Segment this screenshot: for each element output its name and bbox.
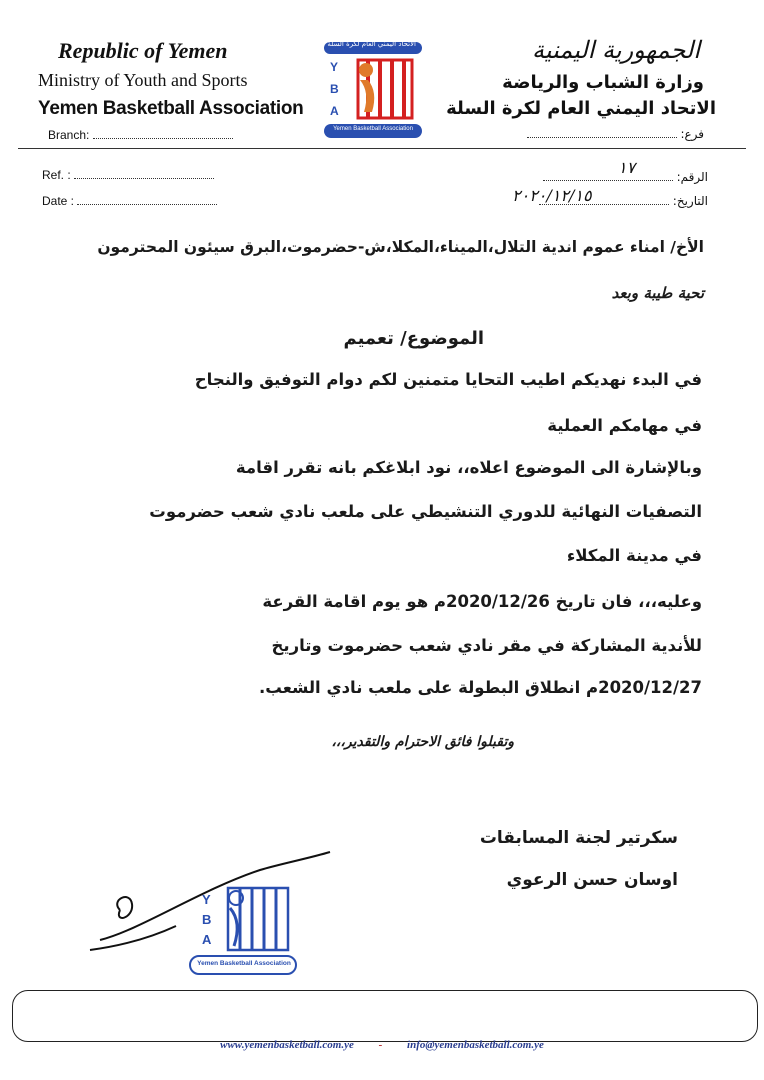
footer-box — [12, 990, 758, 1042]
logo-letter-y: Y — [330, 60, 339, 74]
header-divider — [18, 148, 746, 149]
association-logo — [320, 40, 426, 142]
branch-dotted-line-ar — [527, 128, 677, 138]
signatory-name: اوسان حسن الرعوي — [506, 870, 678, 890]
header-association-en: Yemen Basketball Association — [38, 98, 304, 119]
svg-text:B: B — [202, 912, 212, 927]
paragraph-line: في مدينة المكلاء — [566, 546, 702, 565]
date-label-ar: التاريخ: — [672, 194, 708, 208]
paragraph-line: وبالإشارة الى الموضوع اعلاه،، نود ابلاغكم بانه تقرر اقامة — [235, 458, 702, 477]
paragraph-line: في مهامكم العملية — [547, 416, 702, 435]
footer-separator: - — [378, 1039, 383, 1051]
logo-bottom-text: Yemen Basketball Association — [333, 126, 413, 132]
svg-text:Y: Y — [202, 892, 211, 907]
ref-label-ar: الرقم: — [676, 170, 708, 184]
letter-addressee: الأخ/ امناء عموم اندية التلال،الميناء،المكلا،ش-حضرموت،البرق سيئون المحترمون — [97, 238, 704, 256]
ref-dotted-line-ar — [543, 171, 673, 181]
paragraph-line: في البدء نهديكم اطيب التحايا متمنين لكم دوام التوفيق والنجاح — [194, 370, 702, 389]
association-stamp — [188, 880, 298, 980]
branch-field-en — [48, 128, 233, 142]
paragraph-line: 2020/12/27م انطلاق البطولة على ملعب نادي الشعب. — [259, 678, 702, 697]
logo-top-text: الاتحاد اليمني العام لكرة السلة — [327, 40, 416, 48]
ref-label-en: Ref. : — [42, 168, 71, 182]
footer-contact — [0, 1039, 764, 1051]
header-country-ar: الجمهورية اليمنية — [531, 36, 700, 64]
date-label-en: Date : — [42, 194, 75, 208]
letter-subject: الموضوع/ تعميم — [343, 328, 484, 349]
paragraph-line: للأندية المشاركة في مقر نادي شعب حضرموت وتاريخ — [271, 636, 702, 655]
date-field-en — [42, 194, 217, 208]
date-handwritten-value: ٢٠٢٠/١٢/١٥ — [512, 186, 592, 205]
letter-closing: وتقبلوا فائق الاحترام والتقدير،،، — [331, 734, 514, 750]
date-dotted-line-en — [77, 195, 217, 205]
header-ministry-en: Ministry of Youth and Sports — [38, 70, 248, 90]
ref-dotted-line-en — [74, 169, 214, 179]
ref-handwritten-value: ١٧ — [618, 158, 636, 177]
footer-website-link[interactable]: www.yemenbasketball.com.ye — [220, 1039, 354, 1051]
branch-dotted-line-en — [93, 129, 233, 139]
stamp-text: Yemen Basketball Association — [197, 960, 291, 967]
ref-field-en — [42, 168, 214, 182]
logo-letter-a: A — [330, 104, 339, 118]
paragraph-line: وعليه،،، فان تاريخ 2020/12/26م هو يوم اقامة القرعة — [262, 592, 702, 611]
svg-text:A: A — [202, 932, 212, 947]
header-ministry-ar: وزارة الشباب والرياضة — [502, 72, 704, 93]
branch-label-en: Branch: — [48, 128, 90, 142]
logo-letter-b: B — [330, 82, 339, 96]
footer-email-link[interactable]: info@yemenbasketball.com.ye — [407, 1039, 544, 1051]
paragraph-line: التصفيات النهائية للدوري التنشيطي على ملعب نادي شعب حضرموت — [149, 502, 702, 521]
header-country-en: Republic of Yemen — [58, 38, 228, 63]
header-association-ar: الاتحاد اليمني العام لكرة السلة — [446, 98, 716, 119]
letter-greeting: تحية طيبة وبعد — [611, 284, 704, 302]
branch-label-ar: فرع: — [680, 127, 704, 141]
signatory-title: سكرتير لجنة المسابقات — [479, 828, 678, 848]
branch-field-ar — [527, 127, 704, 141]
